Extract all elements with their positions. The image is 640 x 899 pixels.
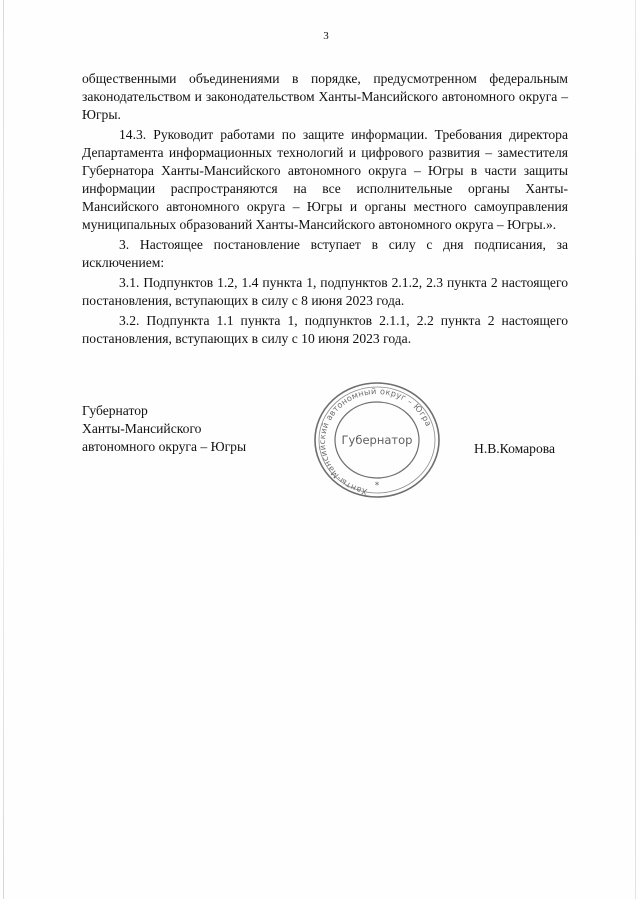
- signature-block: [82, 402, 246, 456]
- signer-name: Н.В.Комарова: [474, 441, 556, 456]
- document-body: [82, 70, 568, 348]
- paragraph-3: 3. Настоящее постановление вступает в силу с дня подписания, за исключением:: [82, 237, 568, 270]
- signature-title-line1: Губернатор: [82, 403, 148, 418]
- seal-star: *: [374, 481, 380, 491]
- scan-edge-left: [3, 0, 4, 899]
- paragraph-3-1: 3.1. Подпунктов 1.2, 1.4 пункта 1, подпунктов 2.1.2, 2.3 пункта 2 настоящего постановления, вступающих в силу с 8 июня 2023 года.: [82, 275, 568, 308]
- seal-center-text: Губернатор: [341, 433, 413, 447]
- seal-ring-text: Ханты-Мансийский автономный округ – Югра: [317, 385, 434, 498]
- signature-title-line2: Ханты-Мансийского: [82, 421, 202, 436]
- official-seal: [309, 378, 445, 502]
- paragraph-3-2: 3.2. Подпункта 1.1 пункта 1, подпунктов 2.1.1, 2.2 пункта 2 настоящего постановления, вступающих в силу с 10 июня 2023 года.: [82, 313, 568, 346]
- paragraph-14-3: 14.3. Руководит работами по защите информации. Требования директора Департамента информационных технологий и цифрового развития – заместителя Губернатора Ханты-Мансийского автономного округа – Югры в части защиты информации распространяются на все исполнительные органы Ханты-Мансийского автономного округа – Югры и органы местного самоуправления муниципальных образований Ханты-Мансийского автономного округа – Югры.».: [82, 127, 568, 232]
- page-number: 3: [323, 30, 329, 42]
- scan-edge-right: [635, 0, 636, 899]
- signature-title-line3: автономного округа – Югры: [82, 439, 247, 454]
- paragraph-continuation: общественными объединениями в порядке, предусмотренном федеральным законодательством и законодательством Ханты-Мансийского автономного округа – Югры.: [82, 71, 568, 122]
